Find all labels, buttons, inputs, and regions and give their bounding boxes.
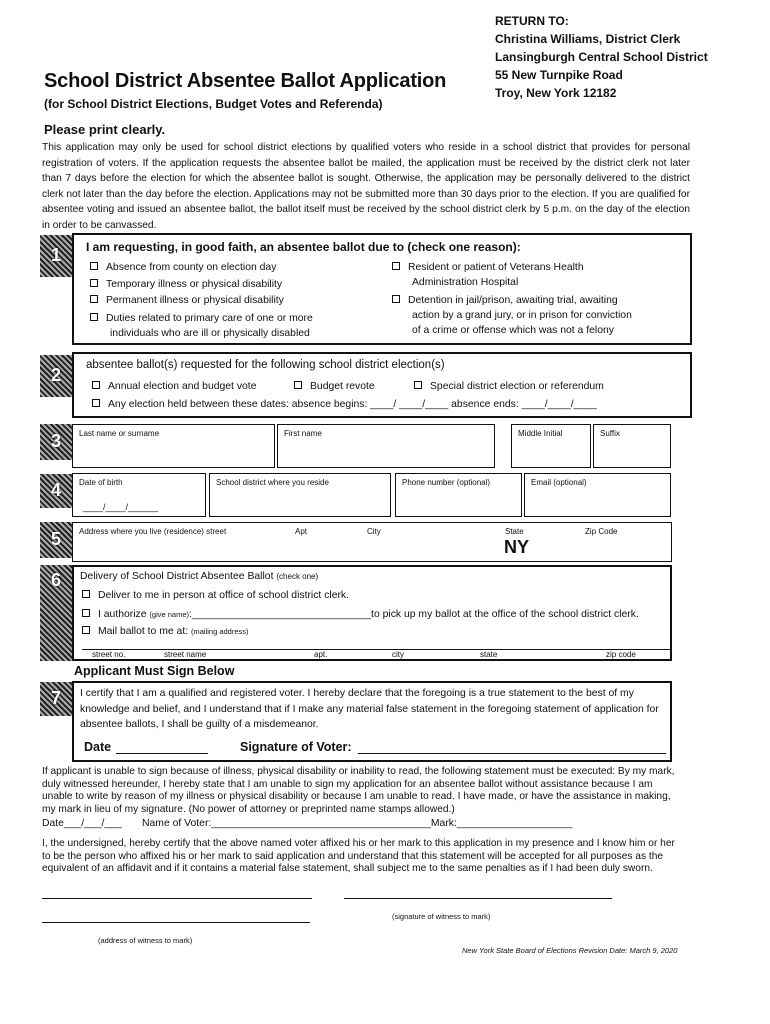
field-label: city	[392, 650, 404, 659]
section-2-number: 2	[50, 365, 61, 385]
section-5-marker	[40, 522, 72, 558]
school-district-field[interactable]	[209, 473, 391, 517]
election-special[interactable]	[414, 379, 604, 394]
reason-veterans-hospital-cont: Administration Hospital	[412, 277, 519, 288]
certification-text: I certify that I am a qualified and registered voter. I hereby declare that the foregoing is a true statement to the best of my knowledge and belief, and I understand that if I make any material false statement in the foregoing statement of application for absentee ballots, I shall be guilty of a misdemeanor.	[80, 688, 659, 730]
checkbox-icon[interactable]	[392, 262, 400, 270]
signature-label: Signature of Voter:	[240, 740, 352, 754]
election-date-range[interactable]	[92, 397, 597, 412]
reason-primary-care[interactable]	[90, 311, 313, 326]
checkbox-icon[interactable]	[392, 295, 400, 303]
section-6-heading	[80, 571, 318, 582]
checkbox-icon[interactable]	[82, 626, 90, 634]
section-6-heading-text: Delivery of School District Absentee Ballot	[80, 571, 274, 582]
field-label: street name	[164, 650, 207, 659]
section-3-marker	[40, 424, 72, 460]
field-label: City	[367, 527, 381, 536]
reason-label: Duties related to primary care of one or more	[106, 313, 313, 324]
unable-date-line[interactable]: Date___/___/___	[42, 818, 122, 829]
checkbox-icon[interactable]	[90, 279, 98, 287]
return-to-org: Lansingburgh Central School District	[495, 50, 708, 64]
delivery-label: I authorize	[98, 609, 147, 620]
election-label: Annual election and budget vote	[108, 381, 257, 392]
section-3-number: 3	[50, 431, 61, 451]
election-label: Special district election or referendum	[430, 381, 604, 392]
section-7-heading: Applicant Must Sign Below	[74, 664, 235, 678]
delivery-authorize[interactable]	[82, 607, 639, 622]
delivery-in-person[interactable]	[82, 588, 349, 603]
election-annual[interactable]	[92, 379, 256, 394]
section-1-box	[72, 233, 692, 345]
return-to-label: RETURN TO:	[495, 14, 569, 28]
election-label: Budget revote	[310, 381, 375, 392]
checkbox-icon[interactable]	[90, 313, 98, 321]
field-label: Date of birth	[79, 478, 123, 487]
witness-line-1[interactable]	[42, 898, 312, 899]
checkbox-icon[interactable]	[414, 381, 422, 389]
section-6-heading-note: (check one)	[276, 572, 319, 581]
delivery-label: Deliver to me in person at office of school district clerk.	[98, 590, 350, 601]
field-label: School district where you reside	[216, 478, 329, 487]
page-title: School District Absentee Ballot Application	[44, 70, 447, 92]
witness-statement: I, the undersigned, hereby certify that the above named voter affixed his or her mark to this application in my presence and I know him or her to be the person who affixed his or her mark to said application and understand that this statement will be accepted for all purposes as the equivalent of an affidavit and if it contains a material false statement, shall subject me to the same penalties as if I had been duly sworn.	[42, 838, 675, 874]
email-field[interactable]	[524, 473, 671, 517]
checkbox-icon[interactable]	[90, 262, 98, 270]
return-to-name: Christina Williams, District Clerk	[495, 32, 681, 46]
election-label: Any election held between these dates: absence begins: ____/ ____/____ absence ends: ____/____/____	[108, 399, 597, 410]
witness-address-line[interactable]	[42, 922, 310, 923]
witness-address-label: (address of witness to mark)	[98, 936, 193, 945]
field-label: Suffix	[600, 429, 620, 438]
reason-primary-care-cont: individuals who are ill or physically disabled	[110, 328, 310, 339]
section-1-marker	[40, 235, 72, 277]
field-label: apt.	[314, 650, 328, 659]
return-to-block	[495, 12, 708, 102]
section-2-box	[72, 352, 692, 418]
delivery-label: Mail ballot to me at:	[98, 626, 189, 637]
state-value: NY	[504, 537, 530, 557]
unable-to-sign-text: If applicant is unable to sign because of illness, physical disability or inability to read, the following statement must be executed: By my mark, duly witnessed hereunder, I hereby state that I am unable to sign my application for an absentee ballot without assistance because I am unable to write by reason of my illness or physical disability or because I am unable to read. I have made, or have the assistance in making, my mark in lieu of my signature. (No power of attorney or preprinted name stamps allowed.)	[42, 766, 675, 815]
field-label: Zip Code	[585, 527, 618, 536]
section-6-number: 6	[50, 570, 61, 590]
section-1-heading: I am requesting, in good faith, an absentee ballot due to (check one reason):	[86, 240, 521, 254]
field-label: street no.	[92, 650, 126, 659]
signature-field[interactable]	[358, 753, 666, 754]
section-2-heading: absentee ballot(s) requested for the following school district election(s)	[86, 359, 445, 371]
return-to-street: 55 New Turnpike Road	[495, 68, 623, 82]
field-label: zip code	[606, 650, 636, 659]
reason-veterans-hospital[interactable]	[392, 260, 584, 275]
unable-name-mark-line[interactable]: Name of Voter:______________________________________Mark:____________________	[142, 818, 573, 829]
reason-label: Resident or patient of Veterans Health	[408, 262, 584, 273]
return-to-city: Troy, New York 12182	[495, 86, 617, 100]
reason-label: Absence from county on election day	[106, 262, 277, 273]
checkbox-icon[interactable]	[82, 590, 90, 598]
section-2-marker	[40, 355, 72, 397]
section-5-number: 5	[50, 529, 61, 549]
residence-address-field[interactable]	[72, 522, 672, 562]
witness-signature-label: (signature of witness to mark)	[392, 912, 491, 921]
reason-label: Permanent illness or physical disability	[106, 295, 284, 306]
field-label: Apt	[295, 527, 308, 536]
reason-detention-cont1: action by a grand jury, or in prison for conviction	[412, 310, 632, 321]
section-1-number: 1	[50, 245, 61, 265]
suffix-field[interactable]	[593, 424, 671, 468]
revision-date: New York State Board of Elections Revision Date: March 9, 2020	[462, 946, 678, 955]
dob-field[interactable]	[72, 473, 206, 517]
checkbox-icon[interactable]	[82, 609, 90, 617]
print-clearly-note: Please print clearly.	[44, 122, 166, 137]
field-label: First name	[284, 429, 322, 438]
reason-label: Detention in jail/prison, awaiting trial, awaiting	[408, 295, 618, 306]
field-label: Last name or surname	[79, 429, 160, 438]
delivery-note: (give name)	[149, 610, 190, 619]
checkbox-icon[interactable]	[294, 381, 302, 389]
dob-blank: ____/____/______	[83, 502, 159, 512]
section-6-box	[72, 565, 672, 661]
field-label: Phone number (optional)	[402, 478, 491, 487]
reason-temporary-illness[interactable]	[90, 277, 282, 292]
section-4-number: 4	[50, 480, 61, 500]
section-7-number: 7	[50, 688, 61, 708]
section-6-marker	[40, 565, 72, 661]
delivery-mail[interactable]	[82, 624, 249, 639]
field-label: Middle Initial	[518, 429, 563, 438]
reason-absence[interactable]	[90, 260, 276, 275]
checkbox-icon[interactable]	[92, 381, 100, 389]
election-revote[interactable]	[294, 379, 375, 394]
page-subtitle: (for School District Elections, Budget Votes and Referenda)	[44, 97, 383, 111]
witness-signature-line[interactable]	[344, 898, 612, 899]
reason-detention-cont2: of a crime or offense which was not a felony	[412, 325, 614, 336]
field-label: Email (optional)	[531, 478, 587, 487]
checkbox-icon[interactable]	[90, 295, 98, 303]
section-7-marker	[40, 682, 72, 716]
intro-paragraph: This application may only be used for school district elections by qualified voters who reside in a school district that provides for personal registration of voters. If the application requests the absentee ballot be mailed, the application must be received by the district clerk not later than 7 days before the election for which the absentee ballot is sought. Otherwise, the application may be personally delivered to the district clerk not later than the day before the election. Applications may not be submitted more than 30 days prior to the election. If you are qualified for absentee voting and issued an absentee ballot, the ballot itself must be received by the school district clerk by 5 p.m. on the day of the election in order to be canvassed.	[42, 142, 690, 231]
section-4-marker	[40, 474, 72, 508]
date-signature-field[interactable]	[116, 753, 208, 754]
checkbox-icon[interactable]	[92, 399, 100, 407]
field-label: State	[505, 527, 524, 536]
reason-permanent-illness[interactable]	[90, 293, 284, 308]
last-name-field[interactable]	[72, 424, 275, 468]
field-label: state	[480, 650, 498, 659]
date-label: Date	[84, 740, 112, 754]
delivery-note: (mailing address)	[190, 627, 249, 636]
section-7-box	[72, 681, 672, 762]
first-name-field[interactable]	[277, 424, 495, 468]
reason-label: Temporary illness or physical disability	[106, 279, 283, 290]
field-label: Address where you live (residence) street	[79, 527, 227, 536]
phone-field[interactable]	[395, 473, 522, 517]
delivery-label-cont: :_______________________________to pick up my ballot at the office of the school district clerk.	[189, 609, 639, 620]
reason-detention[interactable]	[392, 293, 618, 308]
middle-initial-field[interactable]	[511, 424, 591, 468]
